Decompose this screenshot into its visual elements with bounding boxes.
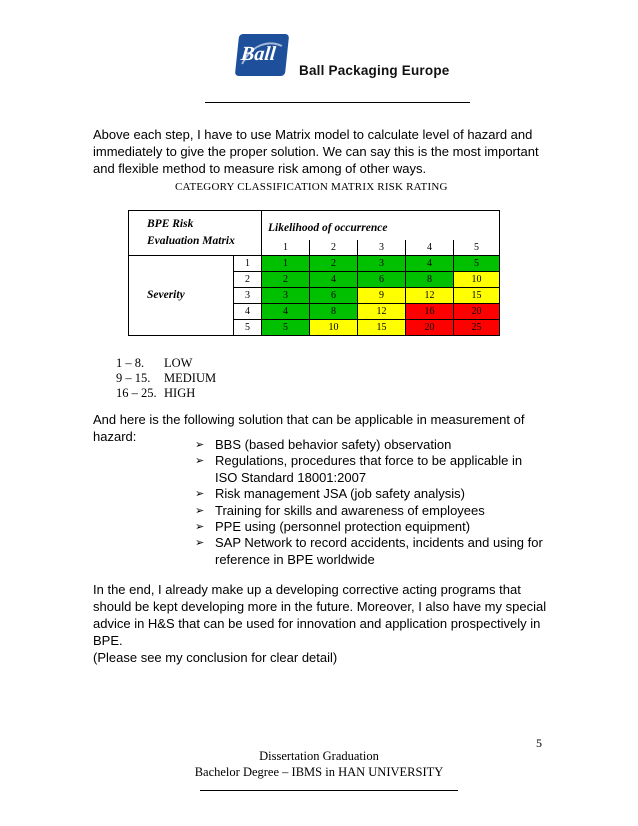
closing-paragraph: In the end, I already make up a developing corrective acting programs that should be kept developing more in the future. Moreover, I also have my special advice in H&S that can be used for innovation and application prospectively in BPE. [93,582,547,648]
arrow-bullet-icon: ➢ [195,454,205,468]
matrix-title: CATEGORY CLASSIFICATION MATRIX RISK RATING [175,181,448,193]
arrow-bullet-icon: ➢ [195,520,205,534]
likelihood-value: 3 [358,240,406,256]
likelihood-value: 4 [406,240,454,256]
list-item: ➢ BBS (based behavior safety) observation [195,437,452,452]
company-name: Ball Packaging Europe [299,63,450,78]
severity-value: 1 [234,256,262,272]
list-item: ➢ Risk management JSA (job safety analysis) [195,486,465,502]
matrix-cell: 6 [358,272,406,288]
footer-line-1: Dissertation Graduation [259,749,379,763]
matrix-cell: 16 [406,304,454,320]
legend-item: 1 – 8. LOW [116,356,193,370]
matrix-cell: 3 [358,256,406,272]
severity-value: 4 [234,304,262,320]
matrix-cell: 25 [454,320,500,336]
legend-item: 9 – 15. MEDIUM [116,371,217,385]
closing-note: (Please see my conclusion for clear detail) [93,650,338,665]
matrix-cell: 9 [358,288,406,304]
arrow-bullet-icon: ➢ [195,503,205,517]
matrix-cell: 1 [262,256,310,272]
severity-value: 5 [234,320,262,336]
severity-value: 3 [234,288,262,304]
matrix-cell: 6 [310,288,358,304]
footer-divider [200,790,458,791]
list-item: ➢ SAP Network to record accidents, incidents and using for reference in BPE worldwide [195,535,543,567]
matrix-cell: 20 [454,304,500,320]
likelihood-header: Likelihood of occurrence [262,211,500,240]
logo-text: Ball [239,43,277,65]
matrix-cell: 4 [406,256,454,272]
page-number: 5 [536,736,542,750]
matrix-cell: 3 [262,288,310,304]
matrix-cell: 20 [406,320,454,336]
arrow-bullet-icon: ➢ [195,438,205,451]
likelihood-value: 2 [310,240,358,256]
matrix-cell: 5 [454,256,500,272]
severity-value: 2 [234,272,262,288]
matrix-cell: 15 [454,288,500,304]
matrix-cell: 8 [406,272,454,288]
matrix-cell: 15 [358,320,406,336]
matrix-corner-label: BPE Risk Evaluation Matrix [129,211,262,256]
solutions-intro: And here is the following solution that can be applicable in measurement of hazard: [93,412,525,444]
matrix-cell: 8 [310,304,358,320]
arrow-bullet-icon: ➢ [195,487,205,501]
matrix-cell: 5 [262,320,310,336]
likelihood-value: 1 [262,240,310,256]
matrix-row [129,256,500,272]
matrix-cell: 10 [454,272,500,288]
list-item: ➢ Regulations, procedures that force to be applicable in ISO Standard 18001:2007 [195,453,523,485]
header-divider [205,102,470,103]
matrix-cell: 2 [310,256,358,272]
list-item: ➢ PPE using (personnel protection equipment) [195,519,471,535]
intro-paragraph: Above each step, I have to use Matrix model to calculate level of hazard and immediately to give the proper solution. We can say this is the most important and flexible method to measure risk among of other ways. [93,127,539,176]
matrix-cell: 4 [310,272,358,288]
matrix-cell: 4 [262,304,310,320]
solutions-list [187,437,547,568]
arrow-bullet-icon: ➢ [195,536,205,550]
severity-label: Severity [129,256,234,336]
company-logo [235,34,289,76]
matrix-cell: 10 [310,320,358,336]
matrix-cell: 12 [358,304,406,320]
matrix-cell: 2 [262,272,310,288]
matrix-cell: 12 [406,288,454,304]
legend-item: 16 – 25. HIGH [116,386,196,400]
risk-matrix-table [128,210,500,336]
likelihood-value: 5 [454,240,500,256]
list-item: ➢ Training for skills and awareness of employees [195,502,485,518]
footer-line-2: Bachelor Degree – IBMS in HAN UNIVERSITY [194,765,444,779]
